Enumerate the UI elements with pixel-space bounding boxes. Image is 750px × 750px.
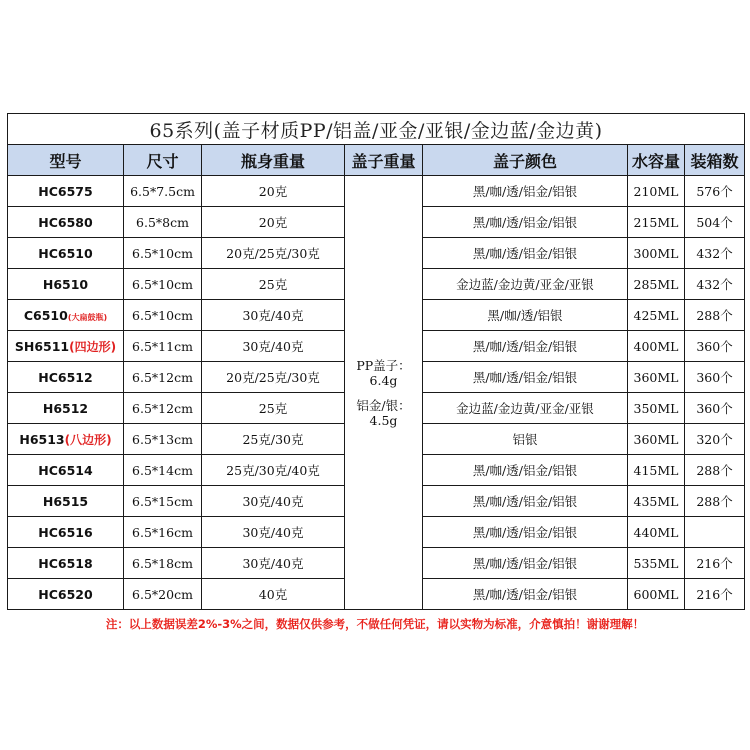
cell-model [8,300,124,331]
model-code: C6510 [23,307,68,323]
cell-capacity: 350ML [628,393,685,424]
cell-cap-weight [345,176,423,610]
cap-weight-line: 4.5g [369,412,398,428]
cell-capacity: 415ML [628,455,685,486]
cell-body-weight: 40克 [202,579,345,610]
cell-model [8,362,124,393]
cell-body-weight: 20克/25克/30克 [202,238,345,269]
cell-model [8,238,124,269]
cell-model [8,207,124,238]
cell-model [8,176,124,207]
cell-carton: 432个 [685,238,745,269]
model-code: HC6580 [38,214,93,230]
cell-body-weight: 30克/40克 [202,548,345,579]
cell-cap-color: 铝银 [423,424,628,455]
cell-cap-color: 黑/咖/透/铝金/铝银 [423,548,628,579]
cell-size: 6.5*10cm [124,238,202,269]
cell-capacity: 435ML [628,486,685,517]
cell-body-weight: 25克 [202,269,345,300]
cell-size: 6.5*8cm [124,207,202,238]
cell-cap-color: 黑/咖/透/铝银 [423,300,628,331]
cell-model [8,486,124,517]
cell-cap-color: 黑/咖/透/铝金/铝银 [423,517,628,548]
header-carton: 装箱数 [685,145,745,176]
cell-model [8,424,124,455]
cell-model [8,393,124,424]
cell-cap-color: 黑/咖/透/铝金/铝银 [423,238,628,269]
cell-size: 6.5*12cm [124,393,202,424]
cell-carton [685,517,745,548]
cell-size: 6.5*20cm [124,579,202,610]
model-code: HC6510 [38,245,93,261]
header-size: 尺寸 [124,145,202,176]
cell-model [8,269,124,300]
cell-carton: 288个 [685,486,745,517]
cell-size: 6.5*16cm [124,517,202,548]
model-code: HC6516 [38,524,93,540]
cell-carton: 288个 [685,300,745,331]
model-code: HC6512 [38,369,93,385]
model-note: (四边形) [69,339,117,354]
header-capacity: 水容量 [628,145,685,176]
spec-sheet [7,113,744,610]
cell-cap-color: 黑/咖/透/铝金/铝银 [423,207,628,238]
cell-carton: 320个 [685,424,745,455]
cell-cap-color: 黑/咖/透/铝金/铝银 [423,486,628,517]
cell-capacity: 360ML [628,424,685,455]
cell-capacity: 215ML [628,207,685,238]
cell-size: 6.5*15cm [124,486,202,517]
cell-size: 6.5*11cm [124,331,202,362]
header-cap-color: 盖子颜色 [423,145,628,176]
cell-carton: 216个 [685,548,745,579]
cell-body-weight: 25克/30克 [202,424,345,455]
cell-carton: 360个 [685,393,745,424]
cell-cap-color: 黑/咖/透/铝金/铝银 [423,331,628,362]
cap-weight-line: PP盖子：6.4g [356,357,411,388]
header-body-weight: 瓶身重量 [202,145,345,176]
cell-size: 6.5*18cm [124,548,202,579]
cell-capacity: 440ML [628,517,685,548]
cell-cap-color: 黑/咖/透/铝金/铝银 [423,455,628,486]
model-code: H6513 [19,431,65,447]
model-code: HC6518 [38,555,93,571]
cell-body-weight: 30克/40克 [202,517,345,548]
cell-capacity: 425ML [628,300,685,331]
header-model: 型号 [8,145,124,176]
cell-capacity: 600ML [628,579,685,610]
model-code: HC6520 [38,586,93,602]
cell-cap-color: 黑/咖/透/铝金/铝银 [423,176,628,207]
cell-size: 6.5*14cm [124,455,202,486]
cell-carton: 360个 [685,331,745,362]
model-code: H6515 [42,493,89,509]
cell-body-weight: 20克 [202,207,345,238]
cell-size: 6.5*12cm [124,362,202,393]
cell-cap-color: 黑/咖/透/铝金/铝银 [423,362,628,393]
cell-capacity: 400ML [628,331,685,362]
cell-carton: 360个 [685,362,745,393]
cell-model [8,331,124,362]
cell-body-weight: 25克/30克/40克 [202,455,345,486]
header-row [8,145,745,176]
cell-model [8,455,124,486]
cell-size: 6.5*13cm [124,424,202,455]
model-note: (八边形) [64,432,112,447]
cell-cap-color: 金边蓝/金边黄/亚金/亚银 [423,393,628,424]
table-title: 65系列(盖子材质PP/铝盖/亚金/亚银/金边蓝/金边黄) [8,114,745,145]
cell-body-weight: 20克 [202,176,345,207]
cell-body-weight: 20克/25克/30克 [202,362,345,393]
cell-carton: 432个 [685,269,745,300]
cell-size: 6.5*10cm [124,269,202,300]
cell-body-weight: 25克 [202,393,345,424]
cell-body-weight: 30克/40克 [202,486,345,517]
cell-capacity: 360ML [628,362,685,393]
table-row [8,176,745,207]
cell-capacity: 535ML [628,548,685,579]
cell-size: 6.5*7.5cm [124,176,202,207]
cell-size: 6.5*10cm [124,300,202,331]
cell-model [8,548,124,579]
spec-table [7,113,745,610]
model-code: HC6514 [38,462,93,478]
cell-body-weight: 30克/40克 [202,300,345,331]
cell-model [8,579,124,610]
model-code: H6512 [42,400,89,416]
cell-body-weight: 30克/40克 [202,331,345,362]
cell-model [8,517,124,548]
cell-capacity: 300ML [628,238,685,269]
model-code: SH6511 [14,338,70,354]
cap-weight-line: 铝金/银： [356,397,411,413]
cell-cap-color: 黑/咖/透/铝金/铝银 [423,579,628,610]
cell-carton: 288个 [685,455,745,486]
model-code: HC6575 [38,183,93,199]
cell-cap-color: 金边蓝/金边黄/亚金/亚银 [423,269,628,300]
cell-carton: 216个 [685,579,745,610]
cell-capacity: 210ML [628,176,685,207]
model-note: (大扁鼓瓶) [67,312,108,322]
cell-carton: 576个 [685,176,745,207]
cell-capacity: 285ML [628,269,685,300]
footer-note: 注：以上数据误差2%-3%之间，数据仅供参考，不做任何凭证，请以实物为标准，介意慎拍！谢谢理解！ [105,617,645,631]
header-cap-weight: 盖子重量 [345,145,423,176]
cell-carton: 504个 [685,207,745,238]
model-code: H6510 [42,276,89,292]
